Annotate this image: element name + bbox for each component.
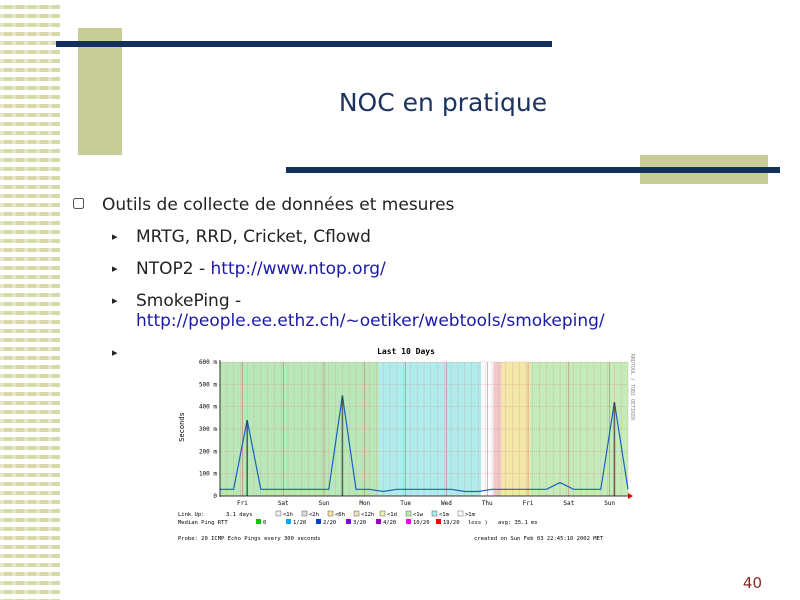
y-tick-label: 300 m: [198, 426, 217, 433]
legend-swatch: [380, 511, 385, 516]
legend-swatch: [354, 511, 359, 516]
legend-key: <1m: [439, 512, 449, 518]
legend-avg: avg: 35.1 ms: [498, 520, 538, 526]
legend-swatch: [328, 511, 333, 516]
y-tick-label: 100 m: [198, 470, 217, 478]
legend-key: >1m: [465, 512, 475, 518]
smokeping-link[interactable]: http://people.ee.ethz.ch/~oetiker/webtools/smokeping/: [136, 311, 605, 331]
x-tick-label: Tue: [400, 500, 412, 507]
y-axis-label: Seconds: [178, 412, 186, 442]
legend-link-up-label: Link Up:: [178, 512, 205, 518]
bullet-arrow-icon: ▸: [112, 294, 118, 307]
legend-loss-swatch: [256, 519, 261, 524]
legend-key: <1w: [413, 512, 423, 518]
x-tick-label: Sat: [277, 500, 289, 507]
legend-loss-key: 19/20: [443, 520, 460, 526]
x-tick-label: Wed: [441, 500, 452, 507]
y-tick-label: 0: [213, 493, 217, 500]
page-number: 40: [742, 574, 762, 592]
x-tick-label: Sun: [318, 500, 330, 507]
chart-grid: [220, 362, 628, 496]
y-tick-label: 600 m: [198, 359, 217, 366]
legend-loss-swatch: [286, 519, 291, 524]
created-info: created on Sun Feb 03 22:45:10 2002 MET: [474, 536, 604, 542]
uptime-band: [502, 362, 531, 496]
x-tick-label: Sun: [604, 500, 616, 507]
slide-title: NOC en pratique: [338, 88, 548, 117]
title-bar-bottom: [286, 167, 780, 173]
legend-swatch: [276, 511, 281, 516]
x-tick-label: Fri: [237, 500, 248, 507]
list-item-text: MRTG, RRD, Cricket, Cflowd: [136, 227, 371, 247]
bullet-arrow-icon: ▸: [112, 262, 118, 275]
x-axis-arrow-icon: [628, 493, 633, 499]
legend-key: <1h: [283, 512, 293, 518]
smokeping-chart-svg: [176, 342, 640, 544]
legend-loss-swatch: [346, 519, 351, 524]
legend-loss-key: 10/20: [413, 520, 430, 526]
bullet-arrow-icon: ▸: [112, 230, 118, 243]
legend-loss-suffix: loss ): [468, 520, 488, 526]
legend-loss-swatch: [376, 519, 381, 524]
legend-key: <6h: [335, 512, 345, 518]
legend-median-label: Median Ping RTT: [178, 520, 228, 526]
legend-loss-swatch: [316, 519, 321, 524]
chart-legend: [178, 511, 538, 526]
legend-loss-key: 4/20: [383, 520, 397, 526]
smokeping-graph: [176, 342, 640, 544]
ntop-link[interactable]: http://www.ntop.org/: [210, 259, 386, 279]
uptime-band: [220, 362, 379, 496]
y-tick-label: 500 m: [198, 381, 217, 389]
probe-info: Probe: 20 ICMP Echo Pings every 300 seconds: [178, 536, 321, 542]
x-ticks: [237, 500, 615, 507]
legend-key: <12h: [361, 512, 375, 518]
y-tick-label: 400 m: [198, 403, 217, 411]
y-ticks: [199, 359, 217, 500]
legend-swatch: [432, 511, 437, 516]
legend-loss-key: 2/20: [323, 520, 337, 526]
bullet-square-icon: ▢: [72, 195, 86, 211]
x-tick-label: Mon: [359, 500, 371, 507]
legend-key: <1d: [387, 512, 397, 518]
x-tick-label: Sat: [563, 500, 575, 507]
legend-swatch: [458, 511, 463, 516]
legend-link-up-value: 3.1 days: [226, 512, 253, 518]
list-item-text: SmokePing - http://people.ee.ethz.ch/~oetiker/webtools/smokeping/: [136, 291, 605, 331]
title-bar-top: [56, 41, 552, 47]
legend-loss-swatch: [406, 519, 411, 524]
rrdtool-credit: RRDTOOL / TOBI OETIKER: [629, 353, 635, 421]
x-tick-label: Thu: [481, 500, 493, 507]
legend-loss-key: 3/20: [353, 520, 367, 526]
chart-title: Last 10 Days: [377, 347, 435, 356]
legend-swatch: [302, 511, 307, 516]
legend-loss-key: 1/20: [293, 520, 307, 526]
main-bullet-text: Outils de collecte de données et mesures: [102, 195, 455, 215]
legend-key: <2h: [309, 512, 319, 518]
list-item-text: NTOP2 - http://www.ntop.org/: [136, 259, 386, 279]
legend-swatch: [406, 511, 411, 516]
bullet-arrow-icon: ▸: [112, 346, 118, 359]
legend-loss-key: 0: [263, 520, 267, 526]
x-tick-label: Fri: [522, 500, 534, 507]
y-tick-label: 200 m: [198, 448, 217, 456]
legend-loss-swatch: [436, 519, 441, 524]
